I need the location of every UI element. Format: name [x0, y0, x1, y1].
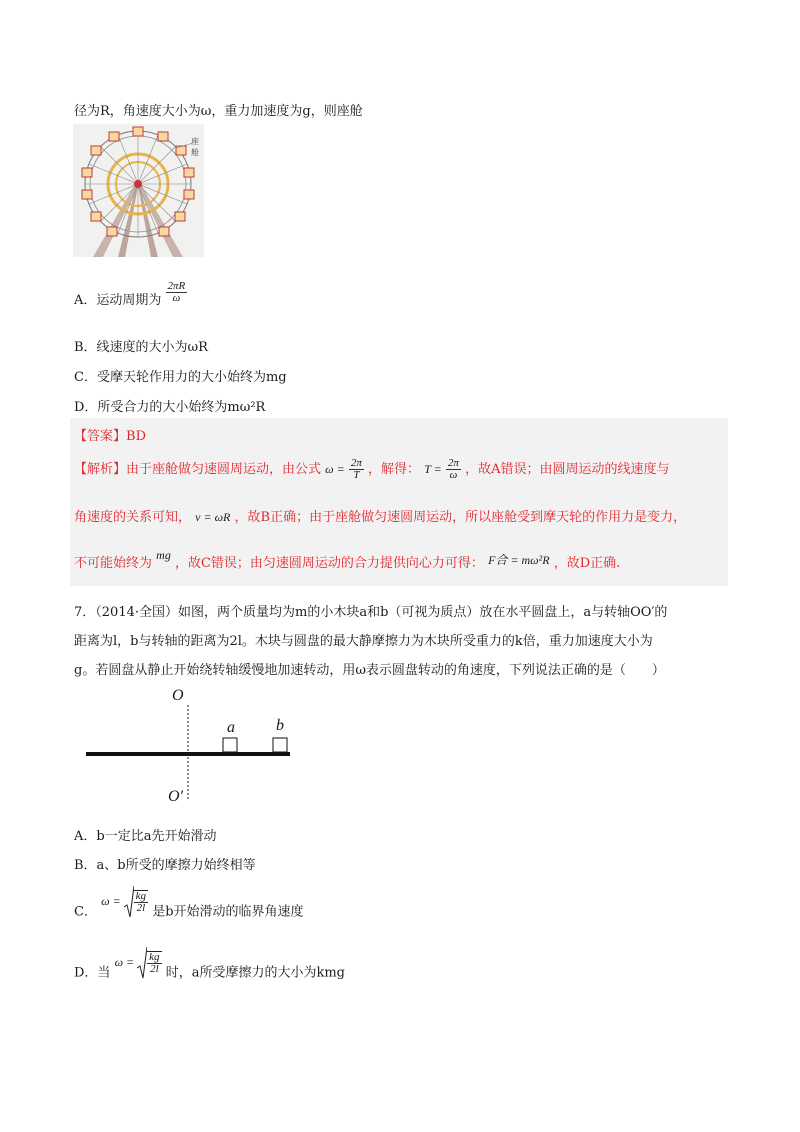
block-label-a: a: [227, 719, 235, 736]
intro-line: 径为R，角速度大小为ω，重力加速度为g，则座舱: [74, 104, 363, 119]
q7-option-b: B．a、b所受的摩擦力始终相等: [74, 858, 256, 873]
q6-option-d: D．所受合力的大小始终为mω²R: [74, 400, 266, 415]
answer-line: 【答案】BD: [74, 429, 146, 444]
analysis-line-3: 不可能始终为 mg ，故C错误；由匀速圆周运动的合力提供向心力可得： F合 = mω²R ，故D正确.: [74, 548, 621, 571]
q6-option-b: B．线速度的大小为ωR: [74, 340, 208, 355]
q6-option-a: A．运动周期为 $\frac{2\pi R}{\omega}$: [74, 280, 186, 308]
block-label-b: b: [276, 717, 284, 734]
analysis-line-1: 【解析】由于座舱做匀速圆周运动，由公式 ω = $\frac{2\pi}{T}$ ，解得： T = $\frac{2\pi}{\omega}$ ，故A错误；由圆周运动的线速度与: [74, 457, 670, 481]
q7-line-1: 7．（2014·全国）如图，两个质量均为m的小木块a和b（可视为质点）放在水平圆盘上，a与转轴OO′的: [74, 605, 668, 620]
q7-option-d: D．当 ω = $\frac{kg}{2l}$ 时，a所受摩擦力的大小为kmg: [74, 956, 345, 990]
q7-line-3: g。若圆盘从静止开始绕转轴缓慢地加速转动，用ω表示圆盘转动的角速度，下列说法正确的是（ ）: [74, 663, 665, 678]
q7-line-2: 距离为l，b与转轴的距离为2l。木块与圆盘的最大静摩擦力为木块所受重力的k倍，重力加速度大小为: [74, 634, 653, 649]
q7-option-a: A．b一定比a先开始滑动: [74, 829, 217, 844]
ferris-label: 座舱: [191, 137, 199, 157]
q7-option-c: C． ω = $\frac{kg}{2l}$ 是b开始滑动的临界角速度: [74, 895, 304, 929]
q6-option-c: C．受摩天轮作用力的大小始终为mg: [74, 370, 287, 385]
disk-diagram: [84, 685, 304, 810]
ferris-wheel-image: [73, 124, 204, 257]
axis-label-o: O: [172, 687, 184, 704]
analysis-line-2: 角速度的关系可知， v = ωR ，故B正确；由于座舱做匀速圆周运动，所以座舱受到摩天轮的作用力是变力，: [74, 510, 687, 525]
axis-label-o-prime: O′: [168, 788, 184, 805]
